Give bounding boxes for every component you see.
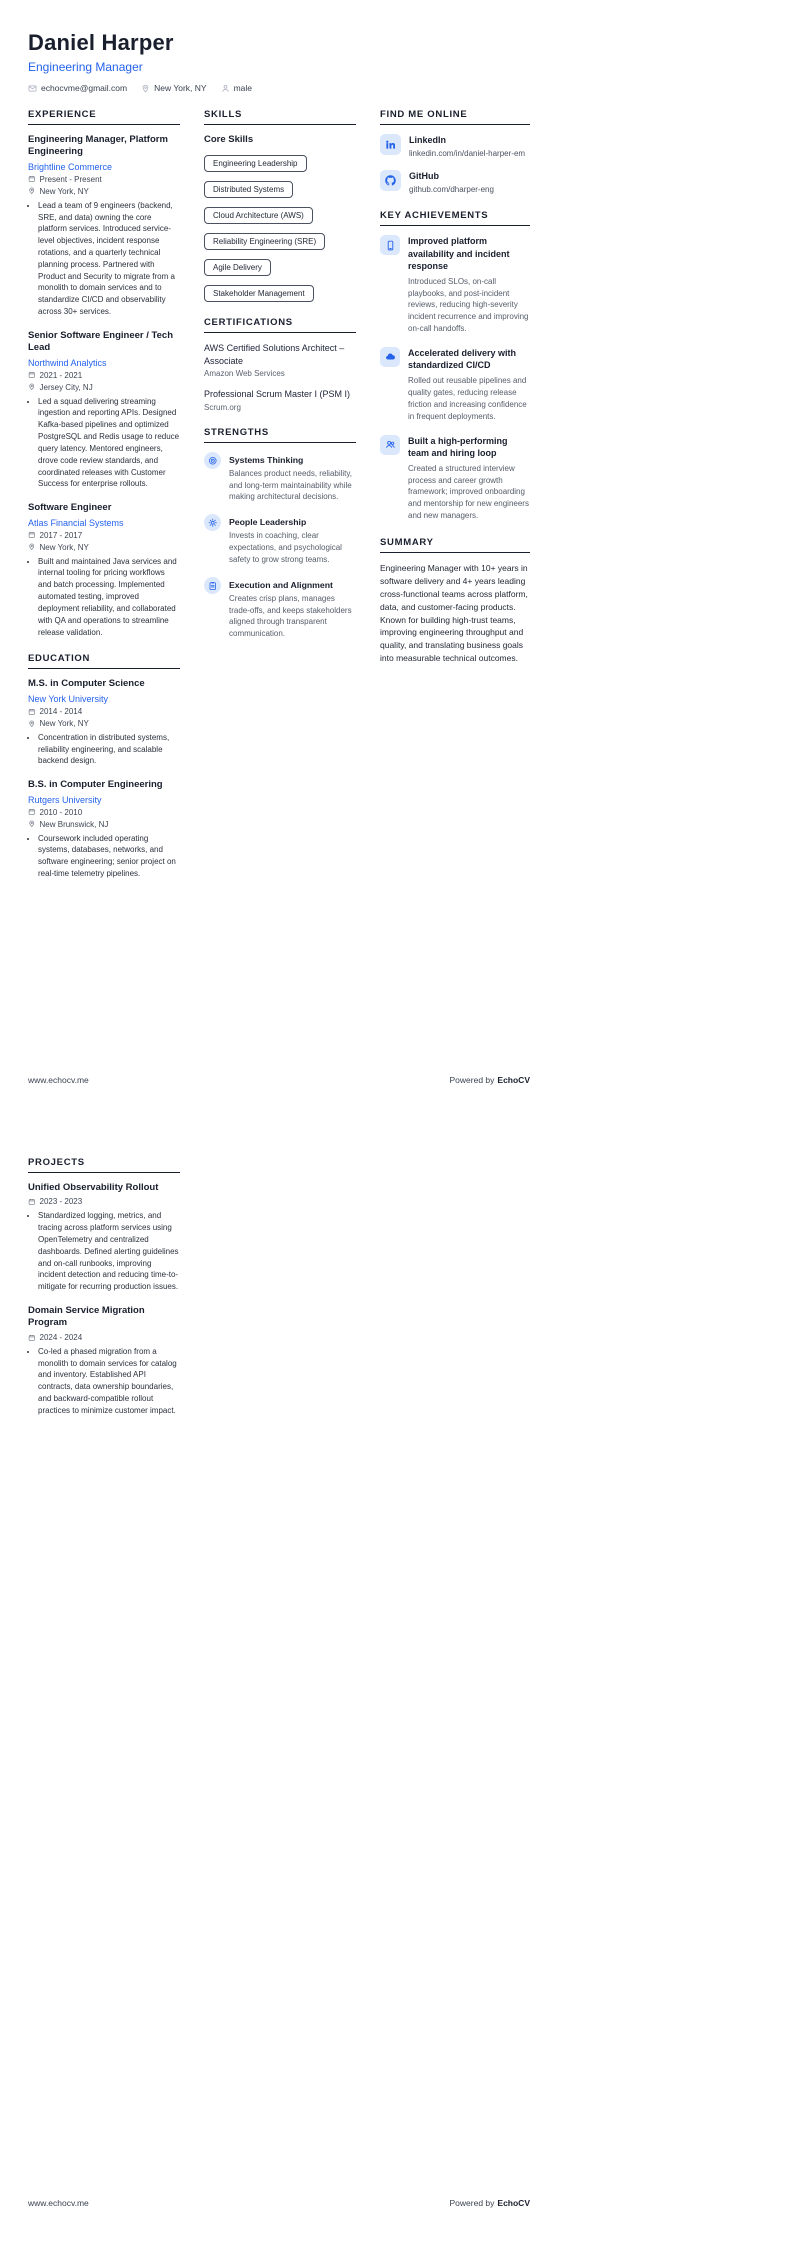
- experience-location-value: Jersey City, NJ: [39, 382, 93, 392]
- certification-issuer: Scrum.org: [204, 402, 241, 412]
- education-dates: [28, 707, 180, 716]
- calendar-icon: [28, 1334, 36, 1342]
- experience-bullets: [28, 556, 180, 639]
- certification-name: AWS Certified Solutions Architect – Associate: [204, 343, 345, 366]
- column-middle: [204, 109, 356, 655]
- experience-dates-value: 2017 - 2017: [39, 530, 83, 540]
- skill-pill: Engineering Leadership: [204, 155, 307, 172]
- phone-icon: [380, 235, 400, 255]
- experience-location: [28, 187, 180, 196]
- section-experience: [28, 109, 180, 638]
- education-bullets: [28, 732, 180, 767]
- brand-name[interactable]: EchoCV: [497, 2198, 530, 2208]
- education-dates: [28, 808, 180, 817]
- certification-item: [204, 388, 356, 412]
- section-title-summary: SUMMARY: [380, 537, 530, 553]
- education-location-value: New York, NY: [39, 718, 89, 728]
- experience-dates: [28, 371, 180, 380]
- skill-pill: Distributed Systems: [204, 181, 293, 198]
- section-title-skills: SKILLS: [204, 109, 356, 125]
- online-url[interactable]: github.com/dharper-eng: [409, 185, 494, 195]
- bullet: • Concentration in distributed systems, reliability engineering, and scalable backend design.: [38, 732, 180, 767]
- project-name: Domain Service Migration Program: [28, 1305, 145, 1329]
- resume-page-2: [0, 1123, 794, 2246]
- education-item: [28, 779, 180, 880]
- section-find-me-online: [380, 109, 530, 195]
- experience-company: Northwind Analytics: [28, 357, 107, 368]
- brand-name[interactable]: EchoCV: [497, 1075, 530, 1085]
- achievement-desc: Rolled out reusable pipelines and quality gates, reducing release friction and increasing confidence in frequent deployments.: [408, 376, 527, 421]
- section-title-key-achievements: KEY ACHIEVEMENTS: [380, 210, 530, 226]
- bullet: • Co-led a phased migration from a monolith to domain services for catalog and inventory. Established API contracts, data ownership boundaries, and backward-compatible rollout practices to minimize customer impact.: [38, 1346, 180, 1417]
- experience-dates-value: Present - Present: [39, 174, 102, 184]
- certification-name: Professional Scrum Master I (PSM I): [204, 389, 351, 400]
- contact-gender-value: male: [233, 83, 252, 93]
- calendar-icon: [28, 175, 36, 183]
- achievement-item: [380, 435, 530, 522]
- column-right: [380, 109, 530, 680]
- experience-location-value: New York, NY: [39, 186, 89, 196]
- page-footer: [28, 1075, 530, 1085]
- project-item: [28, 1182, 180, 1293]
- resume-header: [28, 0, 530, 93]
- skill-pill: Cloud Architecture (AWS): [204, 207, 313, 224]
- education-bullets: [28, 833, 180, 880]
- bullet: • Coursework included operating systems, databases, networks, and software engineering; senior project on real-time telemetry pipelines.: [38, 833, 180, 880]
- section-skills: [204, 109, 356, 302]
- education-school: New York University: [28, 693, 109, 704]
- education-dates-value: 2010 - 2010: [39, 807, 83, 817]
- cloud-icon: [380, 347, 400, 367]
- experience-company: Atlas Financial Systems: [28, 517, 124, 528]
- achievement-title: Built a high-performing team and hiring loop: [408, 435, 508, 458]
- achievement-item: [380, 347, 530, 423]
- section-title-find-me-online: FIND ME ONLINE: [380, 109, 530, 125]
- columns: [28, 109, 530, 895]
- section-title-projects: PROJECTS: [28, 1157, 180, 1173]
- strength-desc: Balances product needs, reliability, and long-term maintainability while making architectural decisions.: [229, 468, 353, 502]
- github-icon: [380, 170, 401, 191]
- section-projects: [28, 1157, 180, 1417]
- contact-gender: [221, 83, 252, 93]
- section-summary: [380, 537, 530, 665]
- person-icon: [221, 84, 230, 93]
- candidate-name: Daniel Harper: [28, 30, 174, 55]
- online-profile-linkedin: [380, 134, 530, 159]
- target-icon: [204, 452, 221, 469]
- gear-icon: [204, 514, 221, 531]
- skills-group-label: Core Skills: [204, 134, 254, 145]
- bullet: • Standardized logging, metrics, and tracing across platform services using OpenTelemetry and centralized dashboards. Defined alerting guidelines and on-call runbooks, improving incident detection and reducing time-to-mitigate for recurring production issues.: [38, 1210, 180, 1293]
- certification-issuer: Amazon Web Services: [204, 369, 285, 379]
- footer-site-link[interactable]: www.echocv.me: [28, 1075, 89, 1085]
- linkedin-icon: [380, 134, 401, 155]
- experience-dates-value: 2021 - 2021: [39, 370, 83, 380]
- location-icon: [28, 383, 36, 391]
- section-title-education: EDUCATION: [28, 653, 180, 669]
- location-icon: [141, 84, 150, 93]
- location-icon: [28, 720, 36, 728]
- education-degree: B.S. in Computer Engineering: [28, 779, 163, 791]
- strength-desc: Creates crisp plans, manages trade-offs, and keeps stakeholders aligned through transparent communication.: [229, 593, 352, 639]
- contact-location: [141, 83, 206, 93]
- contact-row: [28, 83, 530, 93]
- education-school: Rutgers University: [28, 794, 102, 805]
- section-title-experience: EXPERIENCE: [28, 109, 180, 125]
- strength-item: [204, 577, 356, 640]
- footer-powered-by[interactable]: [450, 2198, 530, 2208]
- experience-location-value: New York, NY: [39, 542, 89, 552]
- section-certifications: [204, 317, 356, 412]
- online-profile-github: [380, 170, 530, 195]
- strength-title: Systems Thinking: [229, 454, 304, 465]
- footer-powered-by[interactable]: [450, 1075, 530, 1085]
- experience-item: [28, 502, 180, 638]
- section-key-achievements: [380, 210, 530, 522]
- education-item: [28, 678, 180, 767]
- strength-item: [204, 514, 356, 565]
- experience-role: Software Engineer: [28, 502, 112, 514]
- education-location: [28, 719, 180, 728]
- achievement-item: [380, 235, 530, 335]
- section-strengths: [204, 427, 356, 640]
- online-label: LinkedIn: [409, 135, 447, 145]
- skill-pill: Stakeholder Management: [204, 285, 314, 302]
- education-dates-value: 2014 - 2014: [39, 706, 83, 716]
- project-dates-value: 2023 - 2023: [39, 1197, 83, 1207]
- experience-dates: [28, 531, 180, 540]
- certification-item: [204, 342, 356, 378]
- calendar-icon: [28, 531, 36, 539]
- email-icon: [28, 84, 37, 93]
- skill-pill: Reliability Engineering (SRE): [204, 233, 325, 250]
- powered-by-label: Powered by: [449, 1075, 495, 1085]
- bullet: • Lead a team of 9 engineers (backend, SRE, and data) owning the core platform services. Introduced service-level objectives, incident response rotations, and a quarterly technical planning process. Partnered with Product and Security to migrate from a monolith to domain services and to standardize CI/CD and observability across 30+ services.: [38, 200, 180, 318]
- calendar-icon: [28, 1198, 36, 1206]
- section-title-strengths: STRENGTHS: [204, 427, 356, 443]
- page-footer: [28, 2198, 530, 2208]
- strength-title: Execution and Alignment: [229, 579, 333, 590]
- strength-item: [204, 452, 356, 503]
- online-url[interactable]: linkedin.com/in/daniel-harper-em: [409, 149, 526, 158]
- experience-location: [28, 383, 180, 392]
- contact-email: [28, 83, 127, 93]
- section-title-certifications: CERTIFICATIONS: [204, 317, 356, 333]
- project-item: [28, 1305, 180, 1417]
- experience-role: Engineering Manager, Platform Engineering: [28, 134, 168, 158]
- powered-by-label: Powered by: [449, 2198, 495, 2208]
- strength-desc: Invests in coaching, clear expectations, and psychological safety to grow strong teams.: [229, 531, 342, 564]
- candidate-title: Engineering Manager: [28, 60, 143, 74]
- project-dates: [28, 1333, 180, 1342]
- location-icon: [28, 543, 36, 551]
- achievement-title: Accelerated delivery with standardized CI/CD: [408, 347, 517, 371]
- summary-text: Engineering Manager with 10+ years in software delivery and 4+ years leading cross-functional teams across platform, data, and customer-facing products. Known for building high-trust teams, improving engineering throughput and quality, and translating business goals into measurable technical outcomes.: [380, 562, 528, 664]
- project-name: Unified Observability Rollout: [28, 1182, 159, 1193]
- location-icon: [28, 187, 36, 195]
- team-icon: [380, 435, 400, 455]
- column-left: [28, 109, 180, 895]
- clipboard-icon: [204, 577, 221, 594]
- experience-location: [28, 543, 180, 552]
- education-degree: M.S. in Computer Science: [28, 678, 145, 690]
- education-location: [28, 820, 180, 829]
- skill-pill: Agile Delivery: [204, 259, 271, 276]
- achievement-desc: Introduced SLOs, on-call playbooks, and post-incident reviews, reducing high-severity incident recurrence and improving on-call handoffs.: [408, 276, 529, 334]
- strength-title: People Leadership: [229, 517, 307, 528]
- bullet: • Led a squad delivering streaming ingestion and reporting APIs. Designed Kafka-based pipelines and optimized PostgreSQL and Redis usage to reduce query latency. Mentored engineers, drove code review standards, and coordinated releases with Customer Success for enterprise rollouts.: [38, 396, 180, 491]
- project-bullets: [28, 1346, 180, 1417]
- section-education: [28, 653, 180, 879]
- experience-dates: [28, 175, 180, 184]
- experience-item: [28, 134, 180, 318]
- project-dates: [28, 1197, 180, 1206]
- project-bullets: [28, 1210, 180, 1293]
- achievement-desc: Created a structured interview process and career growth framework; improved onboarding and mentorship for new engineers and new managers.: [408, 463, 529, 521]
- experience-company: Brightline Commerce: [28, 161, 113, 172]
- experience-bullets: [28, 396, 180, 491]
- experience-bullets: [28, 200, 180, 318]
- calendar-icon: [28, 808, 36, 816]
- location-icon: [28, 820, 36, 828]
- achievement-title: Improved platform availability and incident response: [408, 236, 510, 271]
- calendar-icon: [28, 708, 36, 716]
- footer-site-link[interactable]: www.echocv.me: [28, 2198, 89, 2208]
- experience-role: Senior Software Engineer / Tech Lead: [28, 329, 173, 354]
- contact-location-value: New York, NY: [154, 83, 207, 93]
- online-label: GitHub: [409, 171, 439, 182]
- calendar-icon: [28, 371, 36, 379]
- contact-email-value: echocvme@gmail.com: [41, 83, 128, 93]
- bullet: • Built and maintained Java services and internal tooling for pricing workflows and batch processing. Implemented automated testing, improved deployment reliability, and collaborated with QA and operations to streamline release validation.: [38, 556, 180, 639]
- project-dates-value: 2024 - 2024: [39, 1332, 83, 1342]
- experience-item: [28, 330, 180, 490]
- education-location-value: New Brunswick, NJ: [39, 819, 109, 829]
